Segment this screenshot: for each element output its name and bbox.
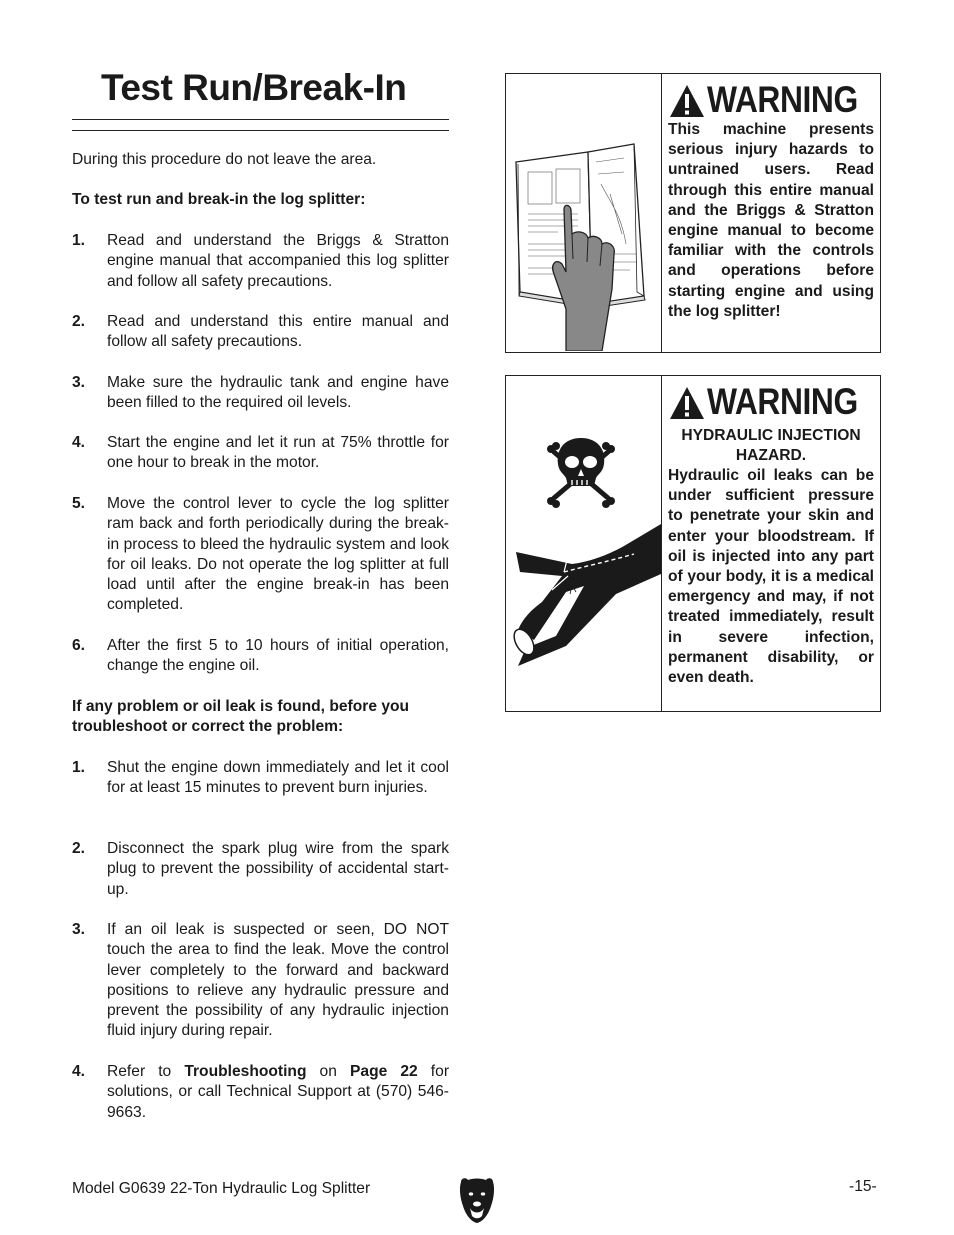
page-title: Test Run/Break-In (101, 67, 407, 108)
warning-subhead: HYDRAULIC INJECTION HAZARD. (681, 427, 861, 465)
list-item (72, 433, 449, 474)
list-text: After the first 5 to 10 hours of initial operation, change the engine oil. (107, 637, 449, 675)
warning-box-hydraulic (505, 375, 881, 712)
warning-box-manual (505, 73, 881, 353)
list-text: Start the engine and let it run at 75% throttle for one hour to break in the motor. (107, 434, 449, 472)
list-text: Make sure the hydraulic tank and engine have been filled to the required oil levels. (107, 374, 449, 412)
list-text: If an oil leak is suspected or seen, DO NOT touch the area to find the leak. Move the control lever completely to the forward and backward positions to relieve any hydraulic pressure and prevent the possibility of any hydraulic injection fluid injury during repair. (107, 921, 449, 1040)
skull-crossbones-hydraulic-leak-icon (506, 376, 662, 711)
warning-triangle-icon (669, 84, 705, 118)
page-ref: Page 22 (350, 1063, 418, 1080)
list-number: 5. (72, 495, 86, 512)
list-item (72, 494, 449, 616)
list-number: 3. (72, 921, 86, 938)
ref-post: for solutions, or call Technical Support at (570) 546-9663. (107, 1063, 450, 1121)
grizzly-bear-logo-icon (458, 1176, 496, 1224)
list-text (107, 1062, 449, 1123)
title-rule-top (72, 119, 449, 120)
warning-text: Hydraulic oil leaks can be under sufficient pressure to penetrate your skin and enter your bloodstream. If oil is injected into any part of your body, it is a medical emergency and may, if not treated immediately, result in severe infection, permanent disability, or even death. (668, 467, 874, 687)
warning-header (669, 382, 876, 424)
list-item (72, 1062, 449, 1123)
list-text: Move the control lever to cycle the log splitter ram back and forth periodically during the break-in process to bleed the hydraulic system and look for oil leaks. Do not operate the log splitter at full load until after the engine break-in has been completed. (107, 495, 449, 614)
list-number: 1. (72, 759, 86, 776)
title-rule-bottom (72, 130, 449, 131)
section1-heading: To test run and break-in the log splitter: (72, 191, 366, 208)
list-item (72, 839, 449, 900)
list-item (72, 373, 449, 414)
manual-reading-hand-icon (506, 74, 662, 352)
list-number: 3. (72, 374, 86, 391)
footer-model: Model G0639 22-Ton Hydraulic Log Splitter (72, 1180, 371, 1197)
list-item (72, 636, 449, 677)
warning-label: WARNING (707, 79, 858, 120)
page-number: -15- (849, 1178, 877, 1195)
warning-text: This machine presents serious injury hazards to untrained users. Read through this entire manual and the Briggs & Stratton engine manual to become familiar with the controls and operations before starting engine and using the log splitter! (668, 121, 874, 320)
troubleshooting-ref: Troubleshooting (184, 1063, 307, 1080)
list-text: Read and understand the Briggs & Stratton engine manual that accompanied this log splitter and follow all safety precautions. (107, 232, 449, 290)
list-number: 2. (72, 313, 86, 330)
list-number: 6. (72, 637, 86, 654)
section2-heading: If any problem or oil leak is found, before you troubleshoot or correct the problem: (72, 698, 410, 736)
list-text: Read and understand this entire manual and follow all safety precautions. (107, 313, 449, 351)
list-number: 2. (72, 840, 86, 857)
list-number: 4. (72, 1063, 86, 1080)
ref-mid: on (306, 1063, 350, 1080)
warning-triangle-icon (669, 386, 705, 420)
intro-text: During this procedure do not leave the area. (72, 151, 377, 168)
list-number: 1. (72, 232, 86, 249)
list-number: 4. (72, 434, 86, 451)
warning-header (669, 80, 876, 122)
list-item (72, 758, 449, 799)
list-item (72, 312, 449, 353)
list-text: Shut the engine down immediately and let it cool for at least 15 minutes to prevent burn injuries. (107, 759, 449, 797)
list-item (72, 231, 449, 292)
warning-label: WARNING (707, 381, 858, 422)
list-text: Disconnect the spark plug wire from the spark plug to prevent the possibility of accidental start-up. (107, 840, 449, 898)
list-item (72, 920, 449, 1042)
ref-pre: Refer to (107, 1063, 185, 1080)
